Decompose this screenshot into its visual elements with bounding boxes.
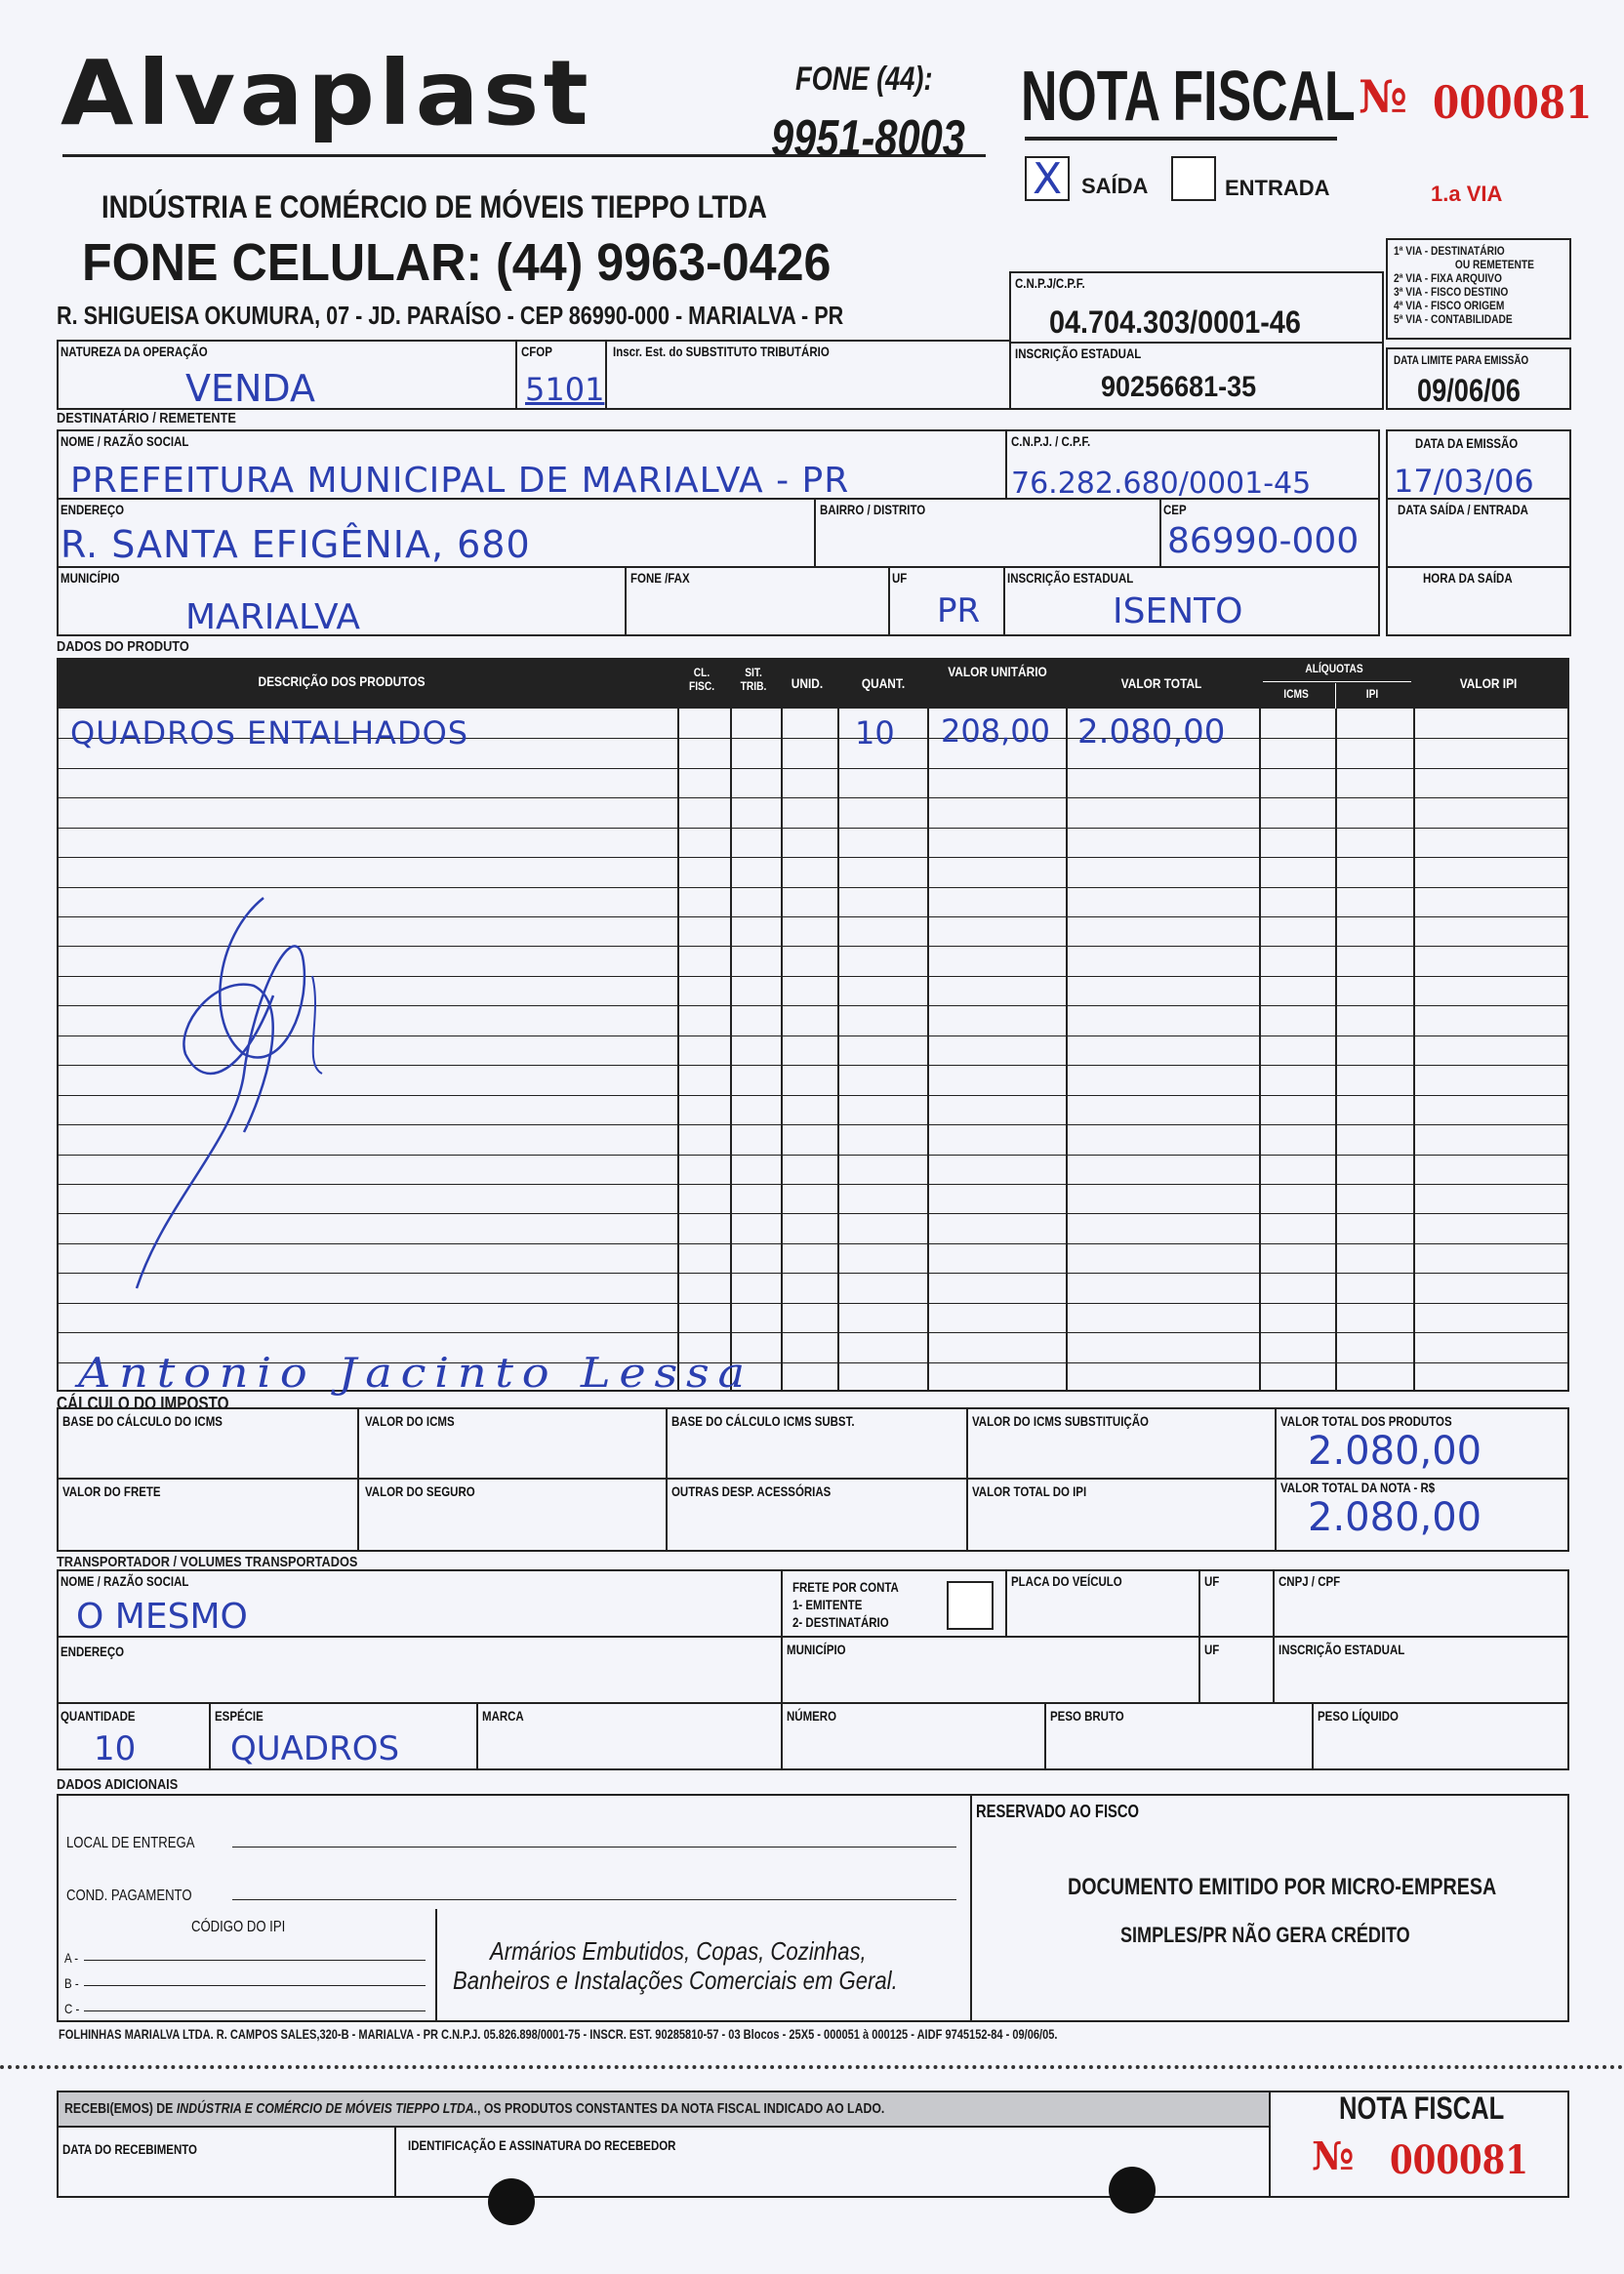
divider bbox=[1198, 1569, 1200, 1702]
entrada-checkbox[interactable] bbox=[1171, 156, 1216, 201]
micro-empresa-text: DOCUMENTO EMITIDO POR MICRO-EMPRESA bbox=[1068, 1874, 1497, 1900]
section-destinatario: DESTINATÁRIO / REMETENTE bbox=[57, 410, 236, 426]
via-label: 1.a VIA bbox=[1431, 182, 1503, 206]
printer-info: FOLHINHAS MARIALVA LTDA. R. CAMPOS SALES,320-B - MARIALVA - PR C.N.P.J. 05.826.898/0001-75 - INSCR. EST. 90285810-57 - 03 Blocos - 25X5 - 000051 à 000125 - AIDF 9745152-84 - 09/06/05. bbox=[59, 2026, 1058, 2042]
vias-list bbox=[1394, 244, 1534, 326]
divider bbox=[57, 1636, 1569, 1638]
marca-label: MARCA bbox=[482, 1708, 524, 1724]
divider bbox=[435, 1909, 437, 2022]
perforation-line bbox=[0, 2065, 1624, 2069]
natureza-label: NATUREZA DA OPERAÇÃO bbox=[61, 344, 208, 359]
emitente-cnpj-value: 04.704.303/0001-46 bbox=[1049, 305, 1301, 340]
dest-fone-label: FONE /FAX bbox=[630, 570, 690, 586]
peso-liquido-label: PESO LÍQUIDO bbox=[1318, 1708, 1399, 1724]
via-item: 3ª VIA - FISCO DESTINO bbox=[1394, 285, 1509, 299]
dest-ie-value: ISENTO bbox=[1113, 591, 1243, 631]
divider bbox=[476, 1702, 478, 1770]
vias-box bbox=[1386, 238, 1571, 340]
frete-opt2: 2- DESTINATÁRIO bbox=[792, 1614, 889, 1630]
item-valor-unit: 208,00 bbox=[941, 712, 1050, 750]
local-entrega-label: LOCAL DE ENTREGA bbox=[66, 1835, 195, 1851]
divider bbox=[1273, 1569, 1275, 1702]
table-row-line bbox=[57, 857, 1569, 858]
doc-title: NOTA FISCAL bbox=[1021, 58, 1356, 136]
numero-label: NÚMERO bbox=[787, 1708, 837, 1724]
codigo-b: B - bbox=[64, 1975, 79, 1991]
divider bbox=[1003, 566, 1005, 636]
slogan-line1: Armários Embutidos, Copas, Cozinhas, bbox=[490, 1936, 867, 1966]
divider bbox=[515, 340, 517, 410]
outras-label: OUTRAS DESP. ACESSÓRIAS bbox=[671, 1483, 832, 1499]
especie-value: QUADROS bbox=[230, 1729, 400, 1768]
cfop-label: CFOP bbox=[521, 344, 552, 359]
slogan-line2: Banheiros e Instalações Comerciais em Geral. bbox=[453, 1966, 898, 1995]
dest-uf-value: PR bbox=[937, 591, 981, 630]
dest-bairro-label: BAIRRO / DISTRITO bbox=[820, 502, 926, 517]
footer-nf-number-label: № bbox=[1312, 2133, 1355, 2179]
transp-cnpj-label: CNPJ / CPF bbox=[1279, 1573, 1341, 1589]
col-aliquotas: ALÍQUOTAS bbox=[1305, 662, 1363, 675]
cond-pagamento-line bbox=[232, 1899, 956, 1900]
total-ipi-label: VALOR TOTAL DO IPI bbox=[972, 1483, 1087, 1499]
divider bbox=[781, 1569, 783, 1770]
phone-label: FONE (44): bbox=[795, 61, 933, 98]
dest-cnpj-value: 76.282.680/0001-45 bbox=[1011, 467, 1312, 501]
divider bbox=[394, 2126, 396, 2198]
divider bbox=[209, 1702, 211, 1770]
placa-label: PLACA DO VEÍCULO bbox=[1011, 1573, 1122, 1589]
table-row-line bbox=[57, 797, 1569, 798]
col-unid: UNID. bbox=[791, 675, 824, 691]
punch-hole bbox=[1109, 2167, 1156, 2213]
emissao-label: DATA DA EMISSÃO bbox=[1415, 435, 1519, 451]
col-cl-fisc: CL. FISC. bbox=[688, 666, 715, 693]
divider bbox=[1335, 709, 1337, 1392]
company-address: R. SHIGUEISA OKUMURA, 07 - JD. PARAÍSO - CEP 86990-000 - MARIALVA - PR bbox=[57, 301, 844, 330]
divider bbox=[57, 1702, 1569, 1704]
dest-cnpj-label: C.N.P.J. / C.P.F. bbox=[1011, 433, 1091, 449]
col-valor-total: VALOR TOTAL bbox=[1120, 675, 1202, 691]
dest-nome-label: NOME / RAZÃO SOCIAL bbox=[61, 433, 189, 449]
divider bbox=[357, 1407, 359, 1552]
total-produtos-value: 2.080,00 bbox=[1308, 1429, 1482, 1474]
footer-nf-title: NOTA FISCAL bbox=[1339, 2091, 1505, 2126]
emitente-ie-label: INSCRIÇÃO ESTADUAL bbox=[1015, 345, 1142, 361]
hora-saida-label: HORA DA SAÍDA bbox=[1423, 570, 1513, 586]
col-descricao: DESCRIÇÃO DOS PRODUTOS bbox=[258, 673, 426, 689]
table-row-line bbox=[57, 1303, 1569, 1304]
divider bbox=[970, 1794, 972, 2022]
simples-text: SIMPLES/PR NÃO GERA CRÉDITO bbox=[1120, 1923, 1410, 1947]
frete-label: VALOR DO FRETE bbox=[62, 1483, 161, 1499]
total-nota-value: 2.080,00 bbox=[1308, 1495, 1482, 1540]
table-row-line bbox=[57, 828, 1569, 829]
divider bbox=[1005, 429, 1007, 498]
company-logo: Alvaplast bbox=[61, 41, 592, 145]
emissao-value: 17/03/06 bbox=[1394, 463, 1534, 500]
quantidade-value: 10 bbox=[94, 1729, 137, 1768]
via-item: 4ª VIA - FISCO ORIGEM bbox=[1394, 299, 1505, 312]
codigo-a: A - bbox=[64, 1950, 79, 1966]
col-icms: ICMS bbox=[1283, 687, 1309, 701]
recibo-prefix: RECEBI(EMOS) DE bbox=[64, 2100, 174, 2117]
doc-title-underline bbox=[1025, 137, 1337, 141]
base-icms-label: BASE DO CÁLCULO DO ICMS bbox=[62, 1413, 223, 1429]
code-line bbox=[84, 1985, 426, 1986]
divider bbox=[1275, 1407, 1277, 1552]
item-quant: 10 bbox=[855, 714, 895, 751]
emitente-ie-value: 90256681-35 bbox=[1101, 371, 1257, 403]
divider bbox=[625, 566, 627, 636]
saida-mark: X bbox=[1033, 154, 1063, 204]
code-line bbox=[84, 2010, 426, 2011]
frete-checkbox[interactable] bbox=[947, 1581, 994, 1630]
divider bbox=[814, 498, 816, 566]
transp-nome-value: O MESMO bbox=[76, 1597, 248, 1637]
base-subst-label: BASE DO CÁLCULO ICMS SUBST. bbox=[671, 1413, 855, 1429]
signature-scribble bbox=[98, 878, 351, 1298]
divider bbox=[1263, 681, 1411, 682]
dest-nome-value: PREFEITURA MUNICIPAL DE MARIALVA - PR bbox=[70, 461, 850, 501]
reservado-label: RESERVADO AO FISCO bbox=[976, 1802, 1140, 1821]
company-name: INDÚSTRIA E COMÉRCIO DE MÓVEIS TIEPPO LTDA bbox=[102, 189, 767, 224]
bottom-signature: Antonio Jacinto Lessa bbox=[78, 1349, 753, 1397]
codigo-ipi-label: CÓDIGO DO IPI bbox=[191, 1919, 286, 1935]
section-adicionais: DADOS ADICIONAIS bbox=[57, 1776, 179, 1793]
especie-label: ESPÉCIE bbox=[215, 1708, 264, 1724]
quantidade-label: QUANTIDADE bbox=[61, 1708, 136, 1724]
divider bbox=[666, 1407, 668, 1552]
valor-icms-label: VALOR DO ICMS bbox=[365, 1413, 455, 1429]
col-ipi: IPI bbox=[1365, 687, 1379, 701]
divider bbox=[1009, 342, 1384, 344]
doc-number-label: № bbox=[1359, 70, 1407, 123]
dest-ie-label: INSCRIÇÃO ESTADUAL bbox=[1007, 570, 1134, 586]
code-line bbox=[84, 1960, 426, 1961]
total-produtos-label: VALOR TOTAL DOS PRODUTOS bbox=[1280, 1413, 1452, 1429]
cfop-value: 5101 bbox=[525, 371, 605, 408]
dest-cep-value: 86990-000 bbox=[1167, 521, 1360, 561]
divider bbox=[1159, 498, 1161, 566]
codigo-c: C - bbox=[64, 2001, 80, 2016]
via-item: OU REMETENTE bbox=[1454, 258, 1534, 271]
dest-cep-label: CEP bbox=[1163, 502, 1187, 517]
col-sit-trib: SIT. TRIB. bbox=[740, 666, 767, 693]
cell-phone: FONE CELULAR: (44) 9963-0426 bbox=[82, 233, 832, 292]
dest-endereco-label: ENDEREÇO bbox=[61, 502, 125, 517]
local-entrega-line bbox=[232, 1847, 956, 1848]
frete-opt1: 1- EMITENTE bbox=[792, 1597, 863, 1612]
section-transportador: TRANSPORTADOR / VOLUMES TRANSPORTADOS bbox=[57, 1554, 358, 1570]
entrada-label: ENTRADA bbox=[1225, 176, 1330, 200]
saida-checkbox[interactable] bbox=[1025, 154, 1070, 204]
transp-ie-label: INSCRIÇÃO ESTADUAL bbox=[1279, 1642, 1405, 1657]
transp-municipio-label: MUNICÍPIO bbox=[787, 1642, 846, 1657]
limite-label: DATA LIMITE PARA EMISSÃO bbox=[1394, 353, 1529, 367]
peso-bruto-label: PESO BRUTO bbox=[1050, 1708, 1124, 1724]
recibo-text bbox=[64, 2100, 884, 2117]
natureza-value: VENDA bbox=[185, 367, 316, 410]
saida-entrada-label: DATA SAÍDA / ENTRADA bbox=[1398, 502, 1528, 517]
divider bbox=[57, 566, 1380, 568]
divider bbox=[1386, 566, 1571, 568]
footer-nf-number: 000081 bbox=[1390, 2137, 1528, 2183]
transp-uf2-label: UF bbox=[1204, 1642, 1220, 1657]
valor-subst-label: VALOR DO ICMS SUBSTITUIÇÃO bbox=[972, 1413, 1149, 1429]
data-recebimento-label: DATA DO RECEBIMENTO bbox=[62, 2141, 197, 2157]
divider bbox=[57, 2126, 1269, 2128]
table-row-line bbox=[57, 1332, 1569, 1333]
saida-label: SAÍDA bbox=[1081, 174, 1149, 198]
cond-pagamento-label: COND. PAGAMENTO bbox=[66, 1888, 192, 1904]
section-imposto: CÁLCULO DO IMPOSTO bbox=[57, 1394, 229, 1413]
dest-municipio-value: MARIALVA bbox=[185, 597, 360, 637]
identificacao-label: IDENTIFICAÇÃO E ASSINATURA DO RECEBEDOR bbox=[408, 2137, 676, 2153]
doc-number: 000081 bbox=[1433, 76, 1593, 129]
dest-uf-label: UF bbox=[892, 570, 908, 586]
dest-municipio-label: MUNICÍPIO bbox=[61, 570, 120, 586]
recibo-suffix: , OS PRODUTOS CONSTANTES DA NOTA FISCAL INDICADO AO LADO. bbox=[477, 2100, 885, 2117]
divider bbox=[1335, 683, 1336, 709]
via-item: 1ª VIA - DESTINATÁRIO bbox=[1394, 244, 1505, 258]
divider bbox=[1044, 1702, 1046, 1770]
divider bbox=[888, 566, 890, 636]
punch-hole bbox=[488, 2178, 535, 2225]
divider bbox=[1269, 2091, 1271, 2198]
divider bbox=[1312, 1702, 1314, 1770]
table-row-line bbox=[57, 768, 1569, 769]
via-item: 2ª VIA - FIXA ARQUIVO bbox=[1394, 271, 1502, 285]
limite-value: 09/06/06 bbox=[1417, 373, 1521, 408]
recibo-company: INDÚSTRIA E COMÉRCIO DE MÓVEIS TIEPPO LTDA. bbox=[176, 2100, 478, 2117]
divider bbox=[1005, 1569, 1007, 1636]
section-produtos: DADOS DO PRODUTO bbox=[57, 638, 189, 655]
item-valor-total: 2.080,00 bbox=[1077, 712, 1226, 751]
seguro-label: VALOR DO SEGURO bbox=[365, 1483, 475, 1499]
item-descricao: QUADROS ENTALHADOS bbox=[70, 714, 469, 751]
dest-endereco-value: R. SANTA EFIGÊNIA, 680 bbox=[61, 523, 531, 566]
col-valor-unit: VALOR UNITÁRIO bbox=[948, 664, 1047, 679]
total-nota-label: VALOR TOTAL DA NOTA - R$ bbox=[1280, 1480, 1436, 1495]
via-item: 5ª VIA - CONTABILIDADE bbox=[1394, 312, 1513, 326]
transp-uf-label: UF bbox=[1204, 1573, 1220, 1589]
datas-box bbox=[1386, 429, 1571, 636]
transp-endereco-label: ENDEREÇO bbox=[61, 1644, 125, 1659]
emitente-cnpj-label: C.N.P.J/C.P.F. bbox=[1015, 275, 1085, 291]
subst-label: Inscr. Est. do SUBSTITUTO TRIBUTÁRIO bbox=[613, 344, 830, 359]
divider bbox=[966, 1407, 968, 1552]
divider bbox=[605, 340, 607, 410]
phone-number: 9951-8003 bbox=[771, 110, 965, 167]
col-valor-ipi: VALOR IPI bbox=[1459, 675, 1518, 691]
transp-nome-label: NOME / RAZÃO SOCIAL bbox=[61, 1573, 189, 1589]
col-quant: QUANT. bbox=[861, 675, 906, 691]
frete-conta-label: FRETE POR CONTA bbox=[792, 1579, 899, 1595]
